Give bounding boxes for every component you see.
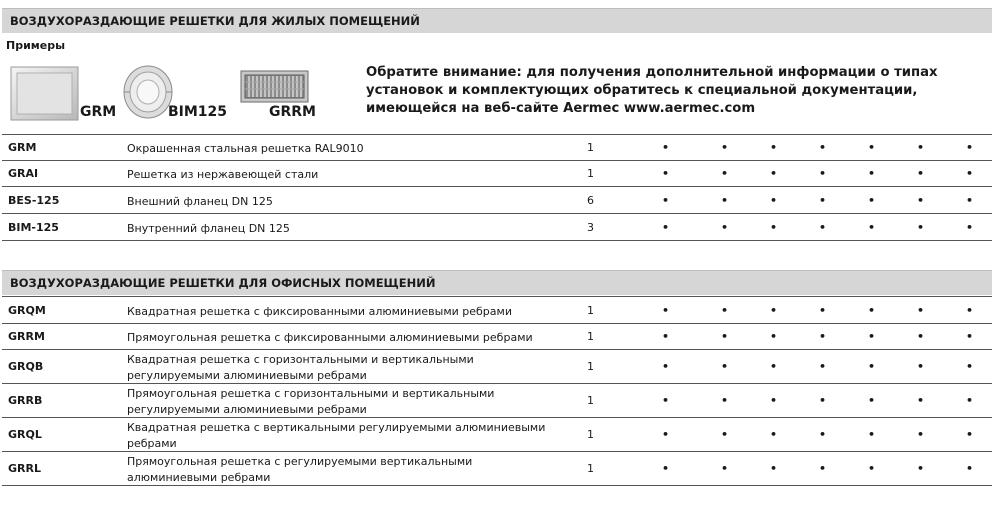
compatibility-dot: • [819,330,827,343]
compatibility-dot: • [917,394,925,407]
product-description: Решетка из нержавеющей стали [127,168,319,181]
compatibility-dot: • [721,221,729,234]
compatibility-dot: • [868,394,876,407]
compatibility-dot: • [721,462,729,475]
quantity: 1 [587,167,594,180]
product-code: GRQB [8,360,44,373]
grm-caption: GRM [80,104,117,120]
compatibility-dot: • [868,330,876,343]
compatibility-dot: • [662,167,670,180]
compatibility-dot: • [662,428,670,441]
compatibility-dot: • [721,194,729,207]
compatibility-dot: • [868,360,876,373]
compatibility-dot: • [966,304,974,317]
documentation-note: Обратите внимание: для получения дополнительной информации о типах установок и комплектующих обратитесь к специальной документации, имеющейся на веб-сайте Aermec www.aermec.com [366,65,938,116]
compatibility-dot: • [819,221,827,234]
compatibility-dot: • [662,141,670,154]
grrm-caption: GRRM [269,104,316,120]
compatibility-dot: • [662,462,670,475]
product-code: BES-125 [8,194,60,207]
compatibility-dot: • [662,394,670,407]
compatibility-dot: • [721,360,729,373]
quantity: 1 [587,462,594,475]
compatibility-dot: • [917,462,925,475]
compatibility-dot: • [721,394,729,407]
compatibility-dot: • [770,304,778,317]
compatibility-dot: • [868,462,876,475]
residential-table [2,134,992,241]
compatibility-dot: • [868,194,876,207]
table-row [2,187,992,214]
compatibility-dot: • [662,194,670,207]
compatibility-dot: • [917,428,925,441]
table-row [2,452,992,486]
quantity: 6 [587,194,594,207]
quantity: 1 [587,360,594,373]
product-code: BIM-125 [8,221,59,234]
compatibility-dot: • [721,304,729,317]
product-description: Прямоугольная решетка с горизонтальными и вертикальными регулируемыми алюминиевыми ребрами [127,387,495,416]
compatibility-dot: • [819,194,827,207]
compatibility-dot: • [868,167,876,180]
quantity: 1 [587,428,594,441]
compatibility-dot: • [770,394,778,407]
compatibility-dot: • [770,194,778,207]
compatibility-dot: • [917,141,925,154]
product-description: Окрашенная стальная решетка RAL9010 [127,142,364,155]
examples-label: Примеры [6,39,66,52]
compatibility-dot: • [819,394,827,407]
compatibility-dot: • [819,304,827,317]
quantity: 1 [587,394,594,407]
compatibility-dot: • [721,330,729,343]
product-description: Прямоугольная решетка с фиксированными алюминиевыми ребрами [127,331,533,344]
product-code: GRAI [8,167,39,180]
grm-grille-image [10,66,80,122]
grrm-grille-image [240,70,310,104]
compatibility-dot: • [917,304,925,317]
product-description: Квадратная решетка с вертикальными регулируемыми алюминиевыми ребрами [127,421,546,450]
compatibility-dot: • [819,462,827,475]
table-row [2,297,992,324]
compatibility-dot: • [966,167,974,180]
product-description: Квадратная решетка с фиксированными алюминиевыми ребрами [127,305,512,318]
compatibility-dot: • [917,360,925,373]
compatibility-dot: • [662,360,670,373]
compatibility-dot: • [966,360,974,373]
product-code: GRRB [8,394,43,407]
compatibility-dot: • [819,360,827,373]
compatibility-dot: • [770,428,778,441]
quantity: 1 [587,304,594,317]
compatibility-dot: • [917,167,925,180]
product-description: Внешний фланец DN 125 [127,195,273,208]
compatibility-dot: • [868,304,876,317]
compatibility-dot: • [966,141,974,154]
compatibility-dot: • [966,394,974,407]
product-code: GRRM [8,330,45,343]
quantity: 1 [587,141,594,154]
compatibility-dot: • [966,221,974,234]
quantity: 1 [587,330,594,343]
quantity: 3 [587,221,594,234]
section-header-residential: ВОЗДУХОРАЗДАЮЩИЕ РЕШЕТКИ ДЛЯ ЖИЛЫХ ПОМЕЩЕНИЙ [2,8,992,33]
compatibility-dot: • [721,141,729,154]
compatibility-dot: • [868,221,876,234]
product-code: GRRL [8,462,41,475]
compatibility-dot: • [721,167,729,180]
compatibility-dot: • [770,360,778,373]
compatibility-dot: • [662,304,670,317]
table-row [2,135,992,161]
compatibility-dot: • [966,428,974,441]
table-row [2,214,992,241]
table-row [2,418,992,452]
compatibility-dot: • [770,462,778,475]
compatibility-dot: • [819,428,827,441]
compatibility-dot: • [662,330,670,343]
table-row [2,350,992,384]
compatibility-dot: • [662,221,670,234]
compatibility-dot: • [819,167,827,180]
compatibility-dot: • [966,462,974,475]
product-code: GRM [8,141,37,154]
section-header-office: ВОЗДУХОРАЗДАЮЩИЕ РЕШЕТКИ ДЛЯ ОФИСНЫХ ПОМЕЩЕНИЙ [2,270,992,295]
table-row [2,324,992,350]
product-description: Прямоугольная решетка с регулируемыми вертикальными алюминиевыми ребрами [127,455,473,484]
table-row [2,161,992,187]
bim125-flange-image [122,64,174,120]
bim125-caption: BIM125 [168,104,228,120]
compatibility-dot: • [770,330,778,343]
compatibility-dot: • [917,194,925,207]
product-description: Внутренний фланец DN 125 [127,222,290,235]
compatibility-dot: • [966,194,974,207]
compatibility-dot: • [868,428,876,441]
compatibility-dot: • [770,141,778,154]
compatibility-dot: • [917,330,925,343]
product-code: GRQL [8,428,42,441]
compatibility-dot: • [868,141,876,154]
compatibility-dot: • [770,167,778,180]
product-code: GRQM [8,304,46,317]
office-table [2,296,992,486]
compatibility-dot: • [966,330,974,343]
compatibility-dot: • [721,428,729,441]
table-row [2,384,992,418]
compatibility-dot: • [819,141,827,154]
compatibility-dot: • [917,221,925,234]
compatibility-dot: • [770,221,778,234]
product-description: Квадратная решетка с горизонтальными и вертикальными регулируемыми алюминиевыми ребрами [127,353,474,382]
